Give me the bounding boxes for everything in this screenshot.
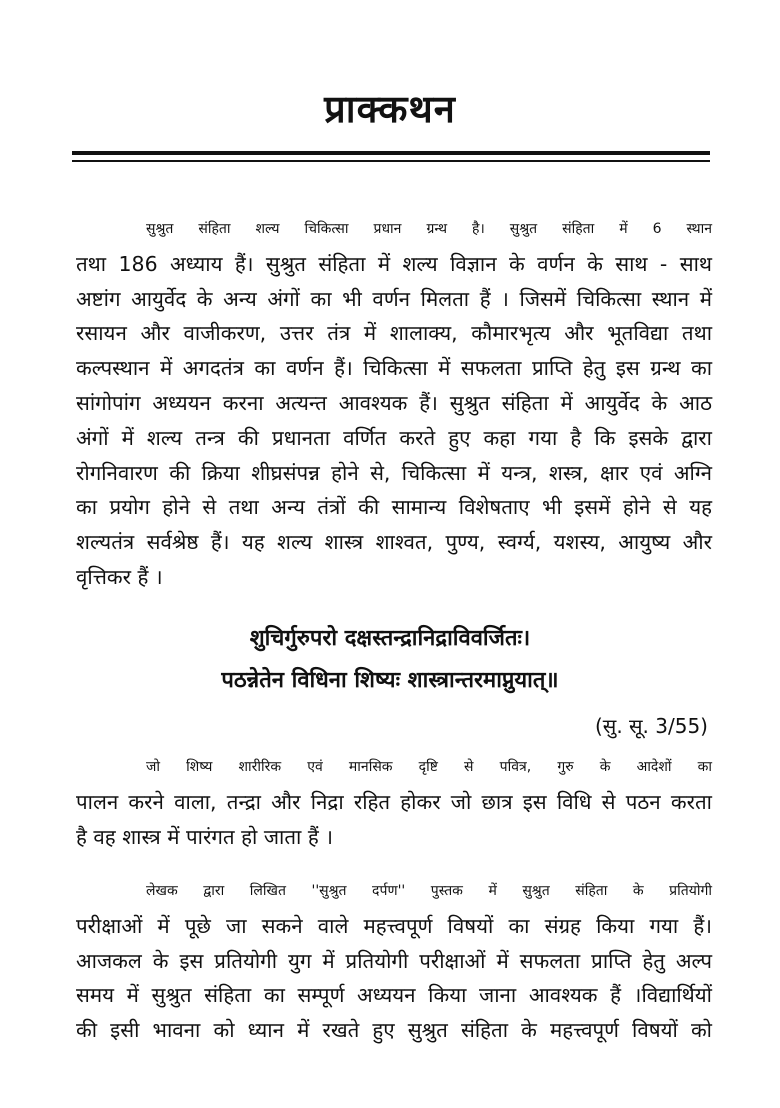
text-line: रोगनिवारण की क्रिया शीघ्रसंपन्न होने से, चिकित्सा में यन्त्र, शस्त्र, क्षार एवं अग्नि [76, 460, 712, 485]
text-line: रसायन और वाजीकरण, उत्तर तंत्र में शालाक्य, कौमारभृत्य और भूतविद्या तथा [76, 321, 712, 346]
text-line: का प्रयोग होने से तथा अन्य तंत्रों की सामान्य विशेषताए भी इसमें होने से यह [76, 495, 712, 520]
text-line: तथा 186 अध्याय हैं। सुश्रुत संहिता में शल्य विज्ञान के वर्णन के साथ - साथ [76, 251, 712, 276]
title-rule-thin [72, 160, 710, 162]
paragraph-2 [76, 750, 712, 854]
paragraph-1 [76, 212, 712, 595]
text-line: वृत्तिकर हैं । [76, 564, 163, 589]
text-line: शल्यतंत्र सर्वश्रेष्ठ हैं। यह शल्य शास्त्र शाश्वत, पुण्य, स्वर्ग्य, यशस्य, आयुष्य और [76, 530, 712, 555]
text-line: पालन करने वाला, तन्द्रा और निद्रा रहित होकर जो छात्र इस विधि से पठन करता [76, 789, 712, 814]
text-line: सुश्रुत संहिता शल्य चिकित्सा प्रधान ग्रन्थ है। सुश्रुत संहिता में 6 स्थान [146, 221, 712, 237]
text-line: है वह शास्त्र में पारंगत हो जाता हैं । [76, 824, 334, 849]
text-line: सांगोपांग अध्ययन करना अत्यन्त आवश्यक हैं। सुश्रुत संहिता में आयुर्वेद के आठ [76, 390, 712, 415]
paragraph-3 [76, 874, 712, 1048]
title-rule-thick [72, 151, 710, 155]
text-line: जो शिष्य शारीरिक एवं मानसिक दृष्टि से पवित्र, गुरु के आदेशों का [146, 759, 712, 775]
text-line: लेखक द्वारा लिखित ''सुश्रुत दर्पण'' पुस्तक में सुश्रुत संहिता के प्रतियोगी [146, 883, 712, 899]
verse-line-2: पठन्नेतेन विधिना शिष्यः शास्त्रान्तरमाप्नुयात्॥ [221, 668, 559, 693]
text-line: की इसी भावना को ध्यान में रखते हुए सुश्रुत संहिता के महत्त्वपूर्ण विषयों को [76, 1018, 712, 1043]
verse-reference: (सु. सू. 3/55) [595, 714, 708, 738]
text-line: अंगों में शल्य तन्त्र की प्रधानता वर्णित करते हुए कहा गया है कि इसके द्वारा [76, 425, 712, 450]
verse-line-1: शुचिर्गुरुपरो दक्षस्तन्द्रानिद्राविवर्जितः। [249, 626, 531, 651]
text-line: परीक्षाओं में पूछे जा सकने वाले महत्त्वपूर्ण विषयों का संग्रह किया गया हैं। [76, 913, 712, 938]
text-line: समय में सुश्रुत संहिता का सम्पूर्ण अध्ययन किया जाना आवश्यक हैं ।विद्यार्थियों [76, 983, 712, 1008]
text-line: अष्टांग आयुर्वेद के अन्य अंगों का भी वर्णन मिलता हैं । जिसमें चिकित्सा स्थान में [76, 286, 712, 311]
text-line: आजकल के इस प्रतियोगी युग में प्रतियोगी परीक्षाओं में सफलता प्राप्ति हेतु अल्प [76, 948, 712, 973]
text-line: कल्पस्थान में अगदतंत्र का वर्णन हैं। चिकित्सा में सफलता प्राप्ति हेतु इस ग्रन्थ का [76, 356, 712, 381]
page-title: प्राक्कथन [324, 87, 456, 131]
